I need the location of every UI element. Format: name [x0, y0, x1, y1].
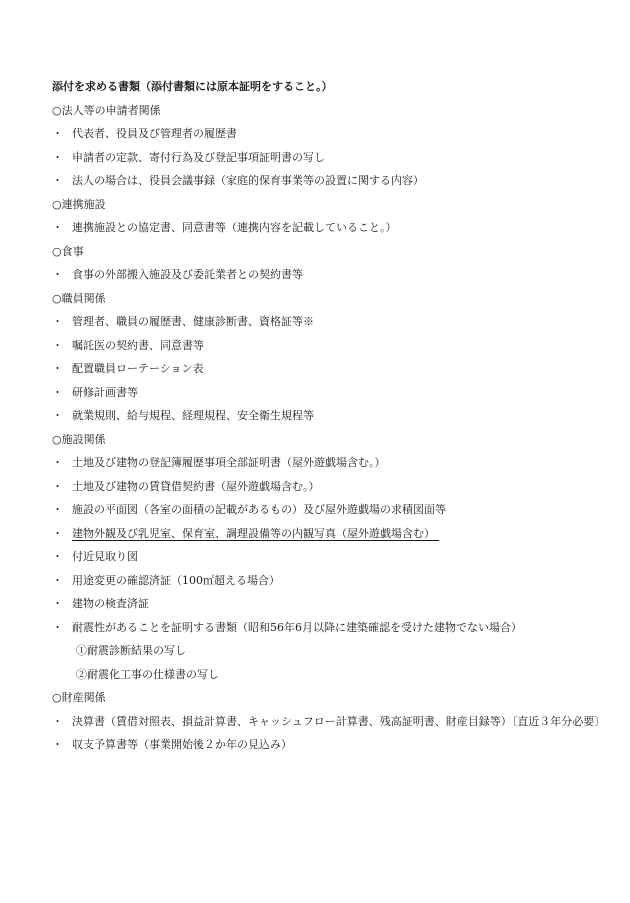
bullet-mark: ・	[52, 315, 63, 328]
item-text: 研修計画書等	[72, 385, 138, 399]
list-item	[52, 122, 607, 146]
item-text: 耐震性があることを証明する書類（昭和56年6月以降に建築確認を受けた建物でない場合）	[72, 620, 522, 634]
list-item	[52, 169, 607, 193]
bullet-mark: ・	[52, 385, 63, 399]
list-item	[52, 592, 607, 616]
bullet-mark: ・	[52, 150, 63, 164]
list-item	[52, 545, 607, 569]
item-text: 法人の場合は、役員会議事録（家庭的保育事業等の設置に関する内容）	[72, 174, 424, 187]
section-header-staff: ○職員関係	[52, 291, 106, 305]
item-text: 配置職員ローテーション表	[72, 362, 204, 375]
list-item	[52, 498, 607, 522]
section-header-facility: ○施設関係	[52, 432, 106, 446]
bullet-mark: ・	[52, 620, 63, 634]
list-item	[52, 733, 607, 757]
bullet-mark: ・	[52, 526, 63, 540]
bullet-mark: ・	[52, 127, 63, 140]
item-text: 就業規則、給与規程、経理規程、安全衛生規程等	[72, 409, 314, 422]
list-item	[52, 310, 607, 334]
item-text: 決算書（賃借対照表、損益計算書、キャッシュフロー計算書、残高証明書、財産目録等）〔直近３年分必要〕	[72, 714, 606, 728]
list-item	[52, 216, 607, 240]
bullet-mark: ・	[52, 503, 63, 516]
list-item	[52, 522, 607, 546]
bullet-mark: ・	[52, 714, 63, 728]
list-item	[52, 710, 607, 734]
item-text-underlined: 建物外観及び乳児室、保育室、調理設備等の内観写真（屋外遊戯場含む）	[72, 527, 439, 541]
section-header-finance: ○財産関係	[52, 691, 106, 704]
list-item	[52, 451, 607, 475]
item-text: 食事の外部搬入施設及び委託業者との契約書等	[72, 268, 303, 281]
item-text: 申請者の定款、寄付行為及び登記事項証明書の写し	[72, 150, 325, 164]
list-item	[52, 616, 607, 640]
bullet-mark: ・	[52, 573, 63, 587]
section-header-applicant: ○法人等の申請者関係	[52, 103, 161, 117]
list-item	[52, 404, 607, 428]
list-item	[52, 334, 607, 358]
bullet-mark: ・	[52, 221, 63, 234]
sub-item: ①耐震診断結果の写し	[76, 644, 186, 657]
item-text: 管理者、職員の履歴書、健康診断書、資格証等※	[72, 315, 314, 328]
item-text: 嘱託医の契約書、同意書等	[72, 338, 204, 352]
bullet-mark: ・	[52, 362, 63, 375]
item-text: 施設の平面図（各室の面積の記載があるもの）及び屋外遊戯場の求積図面等	[72, 503, 446, 516]
item-text: 代表者、役員及び管理者の履歴書	[72, 127, 237, 140]
list-item	[52, 263, 607, 287]
document-title: 添付を求める書類（添付書類には原本証明をすること。）	[52, 80, 333, 93]
bullet-mark: ・	[52, 338, 63, 352]
bullet-mark: ・	[52, 479, 63, 493]
bullet-mark: ・	[52, 268, 63, 281]
list-item	[52, 146, 607, 170]
section-header-partner-facility: ○連携施設	[52, 197, 106, 211]
item-text: 用途変更の確認済証（100㎡超える場合）	[72, 573, 280, 587]
bullet-mark: ・	[52, 738, 63, 751]
list-item	[52, 381, 607, 405]
bullet-mark: ・	[52, 550, 63, 563]
item-text: 土地及び建物の登記簿履歴事項全部証明書（屋外遊戯場含む。）	[72, 456, 386, 469]
list-item	[52, 357, 607, 381]
item-text: 土地及び建物の賃貸借契約書（屋外遊戯場含む。）	[72, 479, 320, 493]
item-text: 収支予算書等（事業開始後２か年の見込み）	[72, 738, 292, 751]
list-item	[52, 475, 607, 499]
bullet-mark: ・	[52, 597, 63, 610]
item-text: 付近見取り図	[72, 550, 138, 563]
document-page	[52, 75, 607, 757]
item-text: 建物の検査済証	[72, 597, 149, 610]
bullet-mark: ・	[52, 456, 63, 469]
item-text: 連携施設との協定書、同意書等（連携内容を記載していること。）	[72, 221, 397, 234]
section-header-meals: ○食事	[52, 244, 84, 258]
sub-item: ②耐震化工事の仕様書の写し	[76, 667, 219, 681]
bullet-mark: ・	[52, 174, 63, 187]
list-item	[52, 569, 607, 593]
bullet-mark: ・	[52, 409, 63, 422]
